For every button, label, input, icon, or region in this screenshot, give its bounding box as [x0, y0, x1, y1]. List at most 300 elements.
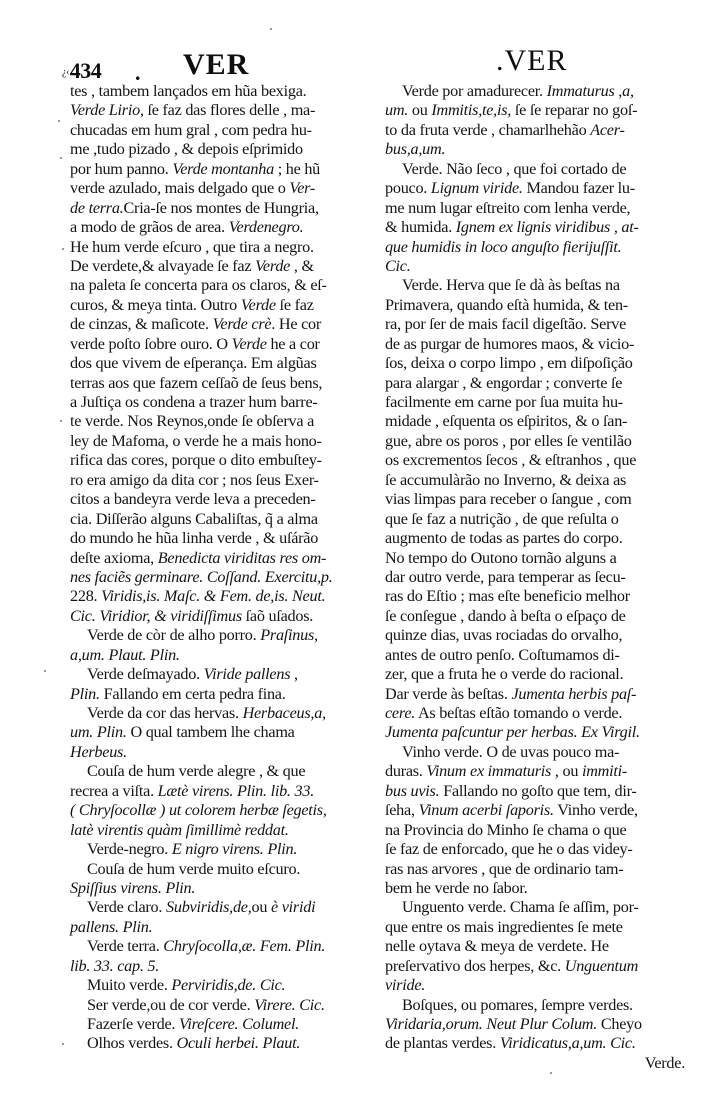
line-content: [385, 121, 625, 140]
line-content: [87, 1015, 299, 1034]
line-content: [385, 412, 627, 431]
text-run: preſervativo dos herpes, &c.: [385, 956, 565, 975]
text-line: [70, 801, 360, 820]
line-content: [385, 937, 609, 956]
text-line: [70, 646, 360, 665]
text-line: [70, 937, 360, 956]
line-content: [385, 607, 626, 626]
italic-text-run: que humidis in loco anguſto fierijuſſit.: [385, 237, 622, 256]
text-line: [385, 82, 685, 101]
line-content: [385, 549, 617, 568]
text-line: [385, 296, 685, 315]
line-content: [70, 432, 322, 451]
text-run: ras nas arvores , que de ordinario tam-: [385, 859, 624, 878]
line-content: [385, 218, 639, 237]
italic-text-run: Viridicatus,a,um. Cic.: [499, 1034, 636, 1053]
line-content: [402, 160, 626, 179]
italic-text-run: Immitis,te,is,: [431, 101, 512, 120]
text-line: [70, 432, 360, 451]
line-content: [70, 296, 314, 315]
text-run: bem he verde no ſabor.: [385, 878, 528, 897]
text-line: [70, 315, 360, 334]
text-run: De verdete,& alvayade ſe faz: [70, 256, 256, 275]
line-content: [385, 471, 626, 490]
text-line: [70, 723, 360, 742]
italic-text-run: Vinum ex immaturis: [426, 762, 552, 781]
text-run: to da fruta verde , chamarlhehão: [385, 120, 591, 139]
text-line: [70, 101, 360, 120]
text-run: chucadas em hum gral , com pedra hu-: [70, 120, 312, 139]
line-content: [385, 432, 632, 451]
text-run: . He cor: [271, 315, 321, 334]
line-content: [70, 685, 286, 704]
text-run: Vinho verde. O de uvas pouco ma-: [402, 742, 620, 761]
text-run: ſe ſe reparar no goſ-: [511, 101, 638, 120]
text-run: Dar verde às beſtas.: [385, 684, 512, 703]
line-content: [87, 665, 298, 684]
text-line: [70, 821, 360, 840]
text-run: ſe conſegue , dando à beſta o eſpaço de: [385, 606, 626, 625]
text-run: Mandou fazer lu-: [522, 179, 635, 198]
text-line: [70, 1015, 360, 1034]
text-line: [70, 996, 360, 1015]
scan-speck: [60, 420, 62, 422]
text-run: , &: [290, 256, 314, 275]
line-content: [385, 179, 635, 198]
text-run: dos que vivem de eſperança. Em algũas: [70, 354, 317, 373]
line-content: [70, 490, 316, 509]
line-content: [385, 665, 623, 684]
text-run: No tempo do Outono tornão alguns a: [385, 548, 617, 567]
text-run: ſeha,: [385, 801, 419, 820]
text-run: na paleta ſe concerta para os claros, & eſ-: [70, 276, 327, 295]
text-line: [70, 257, 360, 276]
italic-text-run: Herbeus.: [70, 742, 127, 761]
line-content: [385, 510, 619, 529]
text-run: que ſe faz a nutrição , de que reſulta o: [385, 509, 619, 528]
text-line: [70, 82, 360, 101]
line-content: [385, 393, 623, 412]
text-line: [385, 140, 685, 159]
line-content: [385, 257, 411, 276]
italic-text-run: bus uvis.: [385, 781, 440, 800]
text-run: ſe faz das flores delle , ma-: [143, 101, 316, 120]
line-content: [402, 898, 639, 917]
italic-text-run: Vinum acerbi ſaporis.: [418, 801, 554, 820]
text-run: ſos, deixa o corpo limpo , em diſpoſição: [385, 354, 633, 373]
text-run: Verde claro.: [87, 898, 166, 917]
line-content: [87, 1034, 300, 1053]
italic-text-run: E nigro virens. Plin.: [171, 840, 298, 859]
italic-text-run: ( Chryſocollæ ) ut colorem herbæ ſegetis,: [70, 801, 327, 820]
line-content: [385, 529, 623, 548]
text-run: ſe faz de enforcado, que he o das videy-: [385, 840, 633, 859]
text-run: Ser verde,ou de cor verde.: [87, 995, 255, 1014]
text-line: [70, 412, 360, 431]
line-content: [70, 879, 195, 898]
italic-text-run: Cic. Viridior, & viridiſſimus: [70, 606, 242, 625]
line-content: [402, 276, 620, 295]
text-run: para alargar , & engordar ; converte ſe: [385, 373, 623, 392]
text-line: [385, 646, 685, 665]
text-line: [385, 199, 685, 218]
text-run: Unguento verde. Chama ſe aſſim, por-: [402, 898, 639, 917]
line-content: [385, 490, 631, 509]
text-run: dar outro verde, para temperar as ſecu-: [385, 567, 626, 586]
line-content: [70, 782, 314, 801]
margin-mark: ¿‹: [62, 67, 69, 79]
line-content: [87, 976, 285, 995]
text-line: [70, 160, 360, 179]
text-run: ley de Mafoma, o verde he a mais hono-: [70, 431, 322, 450]
line-content: [385, 626, 622, 645]
text-run: ou: [408, 101, 432, 120]
page-number-text: 434: [69, 58, 102, 83]
text-run: pouco.: [385, 179, 431, 198]
text-line: [70, 393, 360, 412]
line-content: [70, 607, 313, 626]
line-content: [385, 723, 640, 742]
text-run: Olhos verdes.: [87, 1034, 177, 1053]
text-run: O qual tambem lhe chama: [126, 723, 295, 742]
text-line: [385, 801, 685, 820]
text-line: [70, 354, 360, 373]
line-content: [70, 121, 312, 140]
italic-text-run: Lignum viride.: [430, 179, 523, 198]
text-line: [70, 626, 360, 645]
text-line: [70, 529, 360, 548]
text-run: quinze dias, uvas rociadas do orvalho,: [385, 626, 623, 645]
text-line: [70, 743, 360, 762]
italic-text-run: Praſinus,: [260, 626, 318, 645]
line-content: [385, 374, 622, 393]
text-line: [70, 140, 360, 159]
text-line: [385, 723, 685, 742]
text-line: [385, 879, 685, 898]
text-run: por hum panno.: [70, 159, 173, 178]
line-content: [385, 140, 445, 159]
italic-text-run: cere.: [385, 704, 416, 722]
text-line: [70, 510, 360, 529]
italic-text-run: Chryſocolla,æ. Fem. Plin.: [163, 937, 326, 956]
italic-text-run: Viridis,is. Maſc. & Fem. de,is. Neut.: [101, 587, 326, 606]
text-run: Boſques, ou pomares, ſempre verdes.: [402, 995, 633, 1014]
text-line: [385, 510, 685, 529]
text-run: ſe faz: [275, 295, 314, 314]
text-run: ras do Eſtio ; mas eſte beneficio melhor: [385, 587, 630, 606]
text-run: de cinzas, & maſicote.: [70, 315, 213, 334]
text-line: [70, 860, 360, 879]
text-run: verde azulado, mais delgado que o: [70, 179, 290, 198]
line-content: [402, 743, 619, 762]
italic-text-run: Cic.: [385, 256, 411, 275]
line-content: [385, 296, 628, 315]
text-run: Verde. Herva que ſe dà às beſtas na: [402, 276, 620, 295]
text-line: [385, 704, 685, 723]
italic-text-run: Benedicta viriditas res om-: [157, 548, 327, 567]
text-line: [70, 976, 360, 995]
italic-text-run: Verde: [255, 256, 291, 275]
line-content: [385, 762, 627, 781]
line-content: [385, 801, 638, 820]
line-content: [385, 646, 620, 665]
line-content: [87, 704, 326, 723]
line-content: [87, 937, 325, 956]
text-run: & humida.: [385, 218, 456, 237]
text-run: Verde terra.: [87, 937, 164, 956]
text-line: [385, 471, 685, 490]
text-line: [70, 782, 360, 801]
text-run: ; he hũ: [273, 159, 321, 178]
italic-text-run: Ignem ex lignis viridibus , at-: [455, 218, 639, 237]
text-line: [385, 898, 685, 917]
line-content: [385, 101, 637, 120]
text-run: Verde da cor das hervas.: [87, 704, 243, 722]
line-content: [70, 743, 127, 762]
running-head-left: VER: [183, 48, 250, 81]
text-line: [385, 354, 685, 373]
text-run: Vinho verde,: [553, 801, 638, 820]
text-run: gue, abre os poros , por elles ſe ventilão: [385, 431, 632, 450]
line-content: [385, 782, 637, 801]
text-line: [70, 549, 360, 568]
text-run: cia. Diſſerão alguns Cabaliſtas, q̃ a alma: [70, 509, 318, 528]
text-run: Verde deſmayado.: [87, 665, 204, 684]
text-run: Couſa de hum verde alegre , & que: [87, 762, 306, 781]
left-column: [70, 82, 360, 1054]
text-run: As beſtas eſtão tomando o verde.: [415, 704, 623, 722]
text-line: [385, 393, 685, 412]
text-run: terras aos que fazem ceſſaõ de ſeus bens,: [70, 373, 323, 392]
line-content: [402, 82, 634, 101]
line-content: [385, 918, 623, 937]
text-line: [385, 179, 685, 198]
text-run: tes , tambem lançados em hũa bexiga.: [70, 82, 307, 100]
line-content: [402, 996, 633, 1015]
italic-text-run: Verdenegro.: [228, 218, 304, 237]
text-line: [385, 782, 685, 801]
text-line: [70, 374, 360, 393]
scan-speck: [62, 1043, 64, 1045]
text-run: ſaõ uſados.: [241, 606, 314, 625]
italic-text-run: um. Plin.: [70, 723, 127, 742]
text-line: [385, 315, 685, 334]
italic-text-run: Jumenta herbis paſ-: [511, 684, 637, 703]
italic-text-run: Verde crè: [212, 315, 272, 334]
line-content: [87, 626, 318, 645]
line-content: [87, 840, 297, 859]
line-content: [70, 140, 303, 159]
text-line: [385, 665, 685, 684]
text-run: me ,tudo pizado , & depois eſprimido: [70, 140, 303, 159]
text-line: [70, 490, 360, 509]
text-line: [385, 218, 685, 237]
italic-text-run: Verde montanha: [172, 159, 274, 178]
text-run: ra, por ſer de mais facil digeſtão. Serve: [385, 315, 627, 334]
text-line: [70, 179, 360, 198]
line-content: [70, 412, 314, 431]
text-run: Verde por amadurecer.: [402, 82, 547, 100]
text-run: Fazerſe verde.: [87, 1015, 179, 1033]
text-run: do mundo he hũa linha verde , & uſárão: [70, 529, 319, 548]
line-content: [87, 860, 300, 879]
text-line: [385, 412, 685, 431]
text-line: [70, 762, 360, 781]
text-run: curos, & meya tinta. Outro: [70, 295, 241, 314]
text-line: [70, 199, 360, 218]
italic-text-run: um.: [385, 101, 409, 120]
line-content: [385, 335, 634, 354]
text-line: [70, 685, 360, 704]
line-content: [385, 840, 633, 859]
text-line: [385, 257, 685, 276]
text-line: [385, 101, 685, 120]
line-content: [70, 335, 320, 354]
italic-text-run: Unguentum: [564, 956, 639, 975]
line-content: [385, 976, 425, 995]
text-line: [385, 840, 685, 859]
text-run: citos a bandeyra verde leva a preceden-: [70, 490, 316, 509]
italic-text-run: Plin.: [70, 684, 100, 703]
text-run: duras.: [385, 762, 427, 781]
italic-text-run: Spiſſius virens. Plin.: [70, 878, 196, 897]
line-content: [87, 996, 325, 1015]
text-line: [70, 451, 360, 470]
text-run: he a cor: [266, 334, 320, 353]
text-line: [70, 898, 360, 917]
italic-text-run: Verde Lirio,: [70, 101, 144, 120]
italic-text-run: nes faciẽs germinare. Coſſand. Exercitu,p.: [70, 567, 333, 586]
italic-text-run: Viridaria,orum. Neut Plur Colum.: [385, 1015, 598, 1033]
text-run: Fallando no goſto que tem, dir-: [439, 781, 637, 800]
line-content: [70, 276, 327, 295]
text-line: [70, 121, 360, 140]
text-run: te verde. Nos Reynos,onde ſe obſerva a: [70, 412, 315, 431]
line-content: [385, 879, 527, 898]
line-content: [70, 723, 295, 742]
text-line: [385, 743, 685, 762]
text-line: [70, 276, 360, 295]
line-content: [385, 821, 626, 840]
text-line: [385, 821, 685, 840]
italic-text-run: latè virentis quàm ſimillimè reddat.: [70, 820, 289, 839]
line-content: [70, 957, 159, 976]
line-content: [70, 451, 322, 470]
line-content: [87, 898, 315, 917]
running-head-right: .VER: [496, 44, 568, 77]
text-line: [385, 374, 685, 393]
italic-text-run: Perviridis,de. Cic.: [171, 976, 286, 995]
text-line: [70, 918, 360, 937]
text-line: [385, 685, 685, 704]
line-content: [385, 199, 630, 218]
line-content: [385, 860, 623, 879]
text-line: [385, 432, 685, 451]
text-run: a Juſtiça os condena a trazer hum barre-: [70, 393, 318, 411]
line-content: [70, 646, 180, 665]
italic-text-run: Virere. Cic.: [254, 995, 325, 1014]
text-line: [70, 335, 360, 354]
italic-text-run: immiti-: [581, 762, 627, 781]
text-run: recrea a viſta.: [70, 781, 158, 800]
line-content: [385, 238, 621, 257]
text-run: ro era amigo da dita cor ; nos ſeus Exer-: [70, 470, 319, 489]
italic-text-run: Vireſcere. Columel.: [178, 1015, 300, 1033]
italic-text-run: Herbaceus,a,: [242, 704, 326, 722]
line-content: [70, 549, 326, 568]
text-run: ou: [251, 898, 272, 917]
text-run: Primavera, quando eſtà humida, & ten-: [385, 295, 628, 314]
line-content: [70, 471, 319, 490]
text-line: [385, 276, 685, 295]
text-line: [70, 665, 360, 684]
text-run: os excrementos ſecos , & eſtranhos , que: [385, 451, 637, 470]
italic-text-run: è viridi: [271, 898, 316, 917]
text-line: [385, 238, 685, 257]
text-run: Muito verde.: [87, 976, 172, 995]
text-line: [385, 1015, 685, 1034]
italic-text-run: Jumenta paſcuntur per herbas. Ex Virgil.: [385, 723, 640, 742]
line-content: [70, 101, 315, 120]
text-run: Couſa de hum verde muito eſcuro.: [87, 859, 301, 878]
text-line: [70, 840, 360, 859]
text-line: [385, 957, 685, 976]
text-run: 228.: [70, 587, 102, 606]
text-line: [385, 160, 685, 179]
line-content: [385, 354, 633, 373]
line-content: [70, 179, 315, 198]
italic-text-run: Verde: [240, 295, 276, 314]
text-line: [70, 587, 360, 606]
line-content: [70, 821, 289, 840]
line-content: [70, 510, 318, 529]
scan-speck: [58, 120, 60, 122]
line-content: [70, 82, 306, 101]
text-line: [385, 335, 685, 354]
text-run: midade , eſquenta os eſpiritos, & o ſan-: [385, 412, 628, 431]
line-content: [70, 257, 314, 276]
italic-text-run: Viride pallens: [203, 665, 291, 684]
italic-text-run: a,um. Plaut. Plin.: [70, 645, 180, 664]
text-line: [385, 121, 685, 140]
scan-speck: [44, 670, 46, 672]
line-content: [70, 529, 318, 548]
scan-speck: [60, 157, 62, 159]
text-run: na Provincia do Minho ſe chama o que: [385, 820, 627, 839]
line-content: [70, 801, 327, 820]
text-run: facilmente em carne por ſua muita hu-: [385, 393, 623, 411]
text-run: vias limpas para receber o ſangue , com: [385, 490, 632, 509]
text-line: [70, 296, 360, 315]
text-line: [385, 451, 685, 470]
text-run: , ou: [551, 762, 582, 781]
text-run: He hum verde eſcuro , que tira a negro.: [70, 237, 314, 256]
line-content: [70, 160, 320, 179]
italic-text-run: Acer-: [590, 120, 625, 139]
text-line: [70, 1034, 360, 1053]
italic-text-run: viride.: [385, 976, 426, 995]
text-run: Verde de còr de alho porro.: [87, 626, 261, 645]
text-line: [385, 762, 685, 781]
text-run: antes de outro penſo. Coſtumamos di-: [385, 645, 620, 664]
line-content: [87, 762, 305, 781]
text-line: [385, 490, 685, 509]
scan-speck: [62, 248, 64, 250]
scan-speck: [270, 28, 272, 30]
text-run: rifica das cores, porque o dito embuſtey-: [70, 451, 322, 470]
line-content: [70, 374, 322, 393]
text-run: Cheyo: [597, 1015, 642, 1033]
